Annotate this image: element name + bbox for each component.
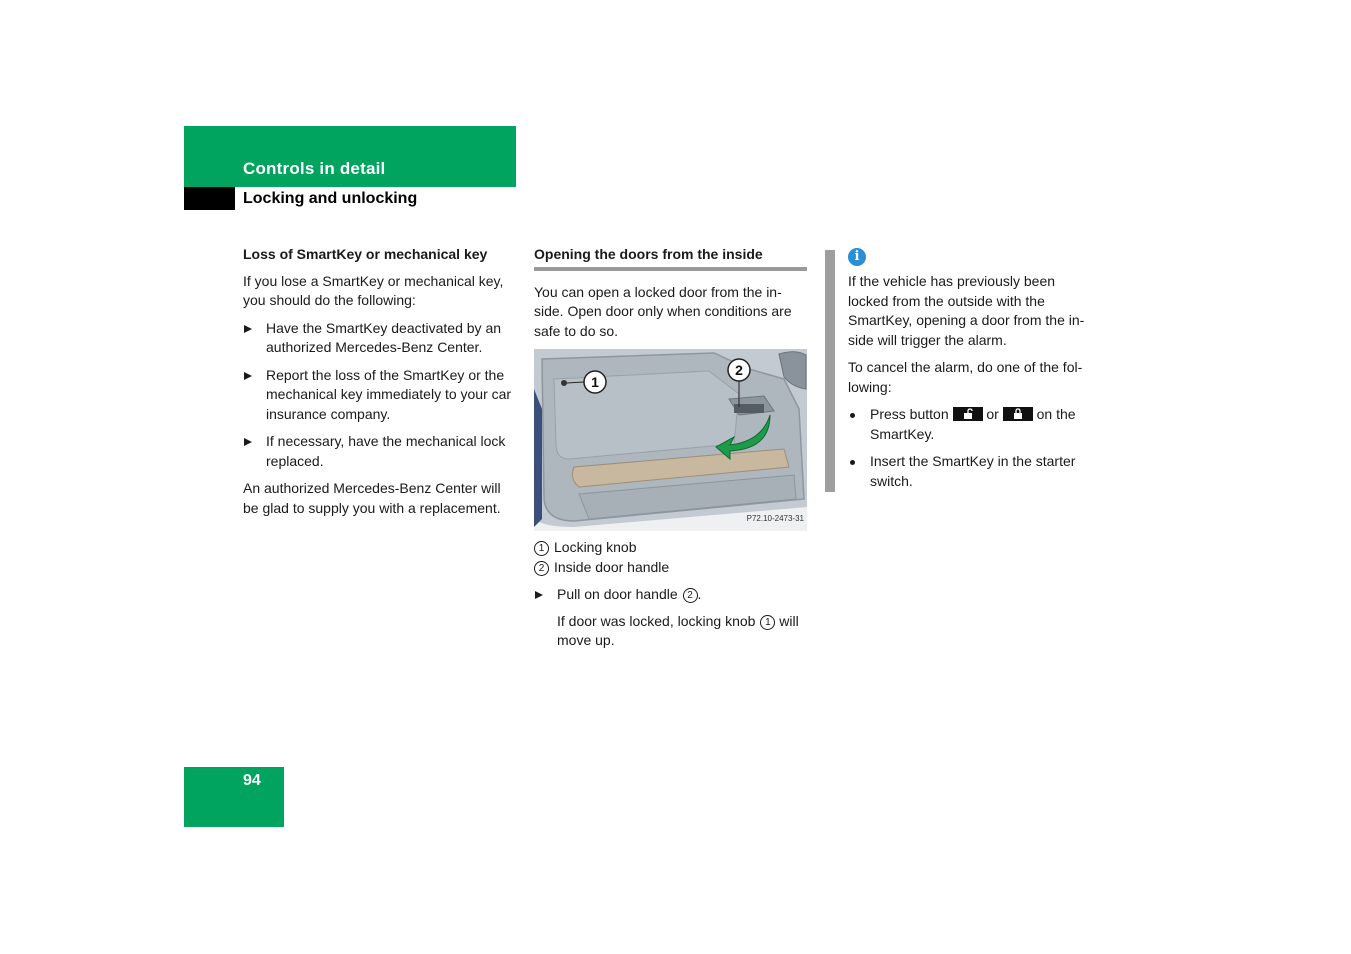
legend-number: 2 xyxy=(534,561,549,576)
door-panel-drawing xyxy=(534,349,807,531)
info-para-1: If the vehicle has previously been locked from the outside with the SmartKey, opening a door from the in-side will trigger the alarm. xyxy=(848,273,1085,348)
loss-intro: If you lose a SmartKey or mechanical key, you should do the following: xyxy=(243,272,504,308)
step-item xyxy=(243,319,515,358)
page-number-box xyxy=(184,767,284,827)
result-text-end: will move up. xyxy=(557,612,799,648)
arrow-bullet-icon xyxy=(244,372,252,380)
step-text: Have the SmartKey deactivated by an authorized Mercedes-Benz Center. xyxy=(266,319,502,355)
step-result xyxy=(534,612,807,651)
info-side-bar xyxy=(825,250,835,492)
inline-callout-number: 2 xyxy=(683,588,698,603)
figure-code: P72.10-2473-31 xyxy=(746,513,804,523)
step-text: If necessary, have the mechanical lock replaced. xyxy=(266,433,506,469)
legend-number: 1 xyxy=(534,541,549,556)
column-opening-doors xyxy=(534,245,807,651)
info-options xyxy=(848,405,1098,491)
info-icon: i xyxy=(848,248,866,266)
option-text: Press button xyxy=(870,406,953,422)
legend-label: Inside door handle xyxy=(554,558,670,575)
option-text: Insert the SmartKey in the starter switch. xyxy=(870,453,1076,489)
step-item xyxy=(243,432,515,471)
subsection-title: Locking and unlocking xyxy=(243,190,418,207)
step-text: Report the loss of the SmartKey or the mechanical key immediately to your car insurance company. xyxy=(266,366,512,422)
arrow-bullet-icon xyxy=(244,325,252,333)
arrow-bullet-icon xyxy=(244,438,252,446)
legend-label: Locking knob xyxy=(554,539,637,555)
subsection-marker xyxy=(184,187,235,210)
column-loss-of-key xyxy=(243,245,515,526)
arrow-bullet-icon xyxy=(535,591,543,599)
result-text: If door was locked, locking knob xyxy=(557,612,760,629)
info-box xyxy=(848,248,1098,499)
bullet-dot-icon xyxy=(850,413,855,418)
loss-steps xyxy=(243,319,515,472)
loss-outro: An authorized Mercedes-Benz Center will be glad to supply you with a replacement. xyxy=(243,480,501,516)
door-interior-illustration xyxy=(534,349,807,531)
opening-heading: Opening the doors from the inside xyxy=(534,245,807,271)
callout-2-label: 2 xyxy=(735,362,743,378)
page-number: 94 xyxy=(243,772,261,789)
option-text: on the SmartKey. xyxy=(870,406,1076,442)
legend-item xyxy=(534,558,807,578)
step-item xyxy=(243,366,515,425)
inline-callout-number: 1 xyxy=(760,615,775,630)
step-text-end: . xyxy=(697,586,702,602)
option-text: or xyxy=(982,406,1003,422)
lock-button-icon xyxy=(1003,407,1033,421)
info-para-2: To cancel the alarm, do one of the fol-lowing: xyxy=(848,359,1083,395)
info-option xyxy=(848,405,1098,444)
unlock-button-icon xyxy=(953,407,983,421)
section-title: Controls in detail xyxy=(243,159,386,178)
callout-1-label: 1 xyxy=(591,374,599,390)
opening-intro: You can open a locked door from the in-side. Open door only when conditions are safe to do so. xyxy=(534,283,792,339)
legend-item xyxy=(534,538,807,558)
info-option xyxy=(848,452,1098,491)
step-item xyxy=(534,585,807,605)
opening-steps xyxy=(534,585,807,605)
bullet-dot-icon xyxy=(850,460,855,465)
step-text: Pull on door handle xyxy=(557,586,682,602)
loss-heading: Loss of SmartKey or mechanical key xyxy=(243,246,488,262)
